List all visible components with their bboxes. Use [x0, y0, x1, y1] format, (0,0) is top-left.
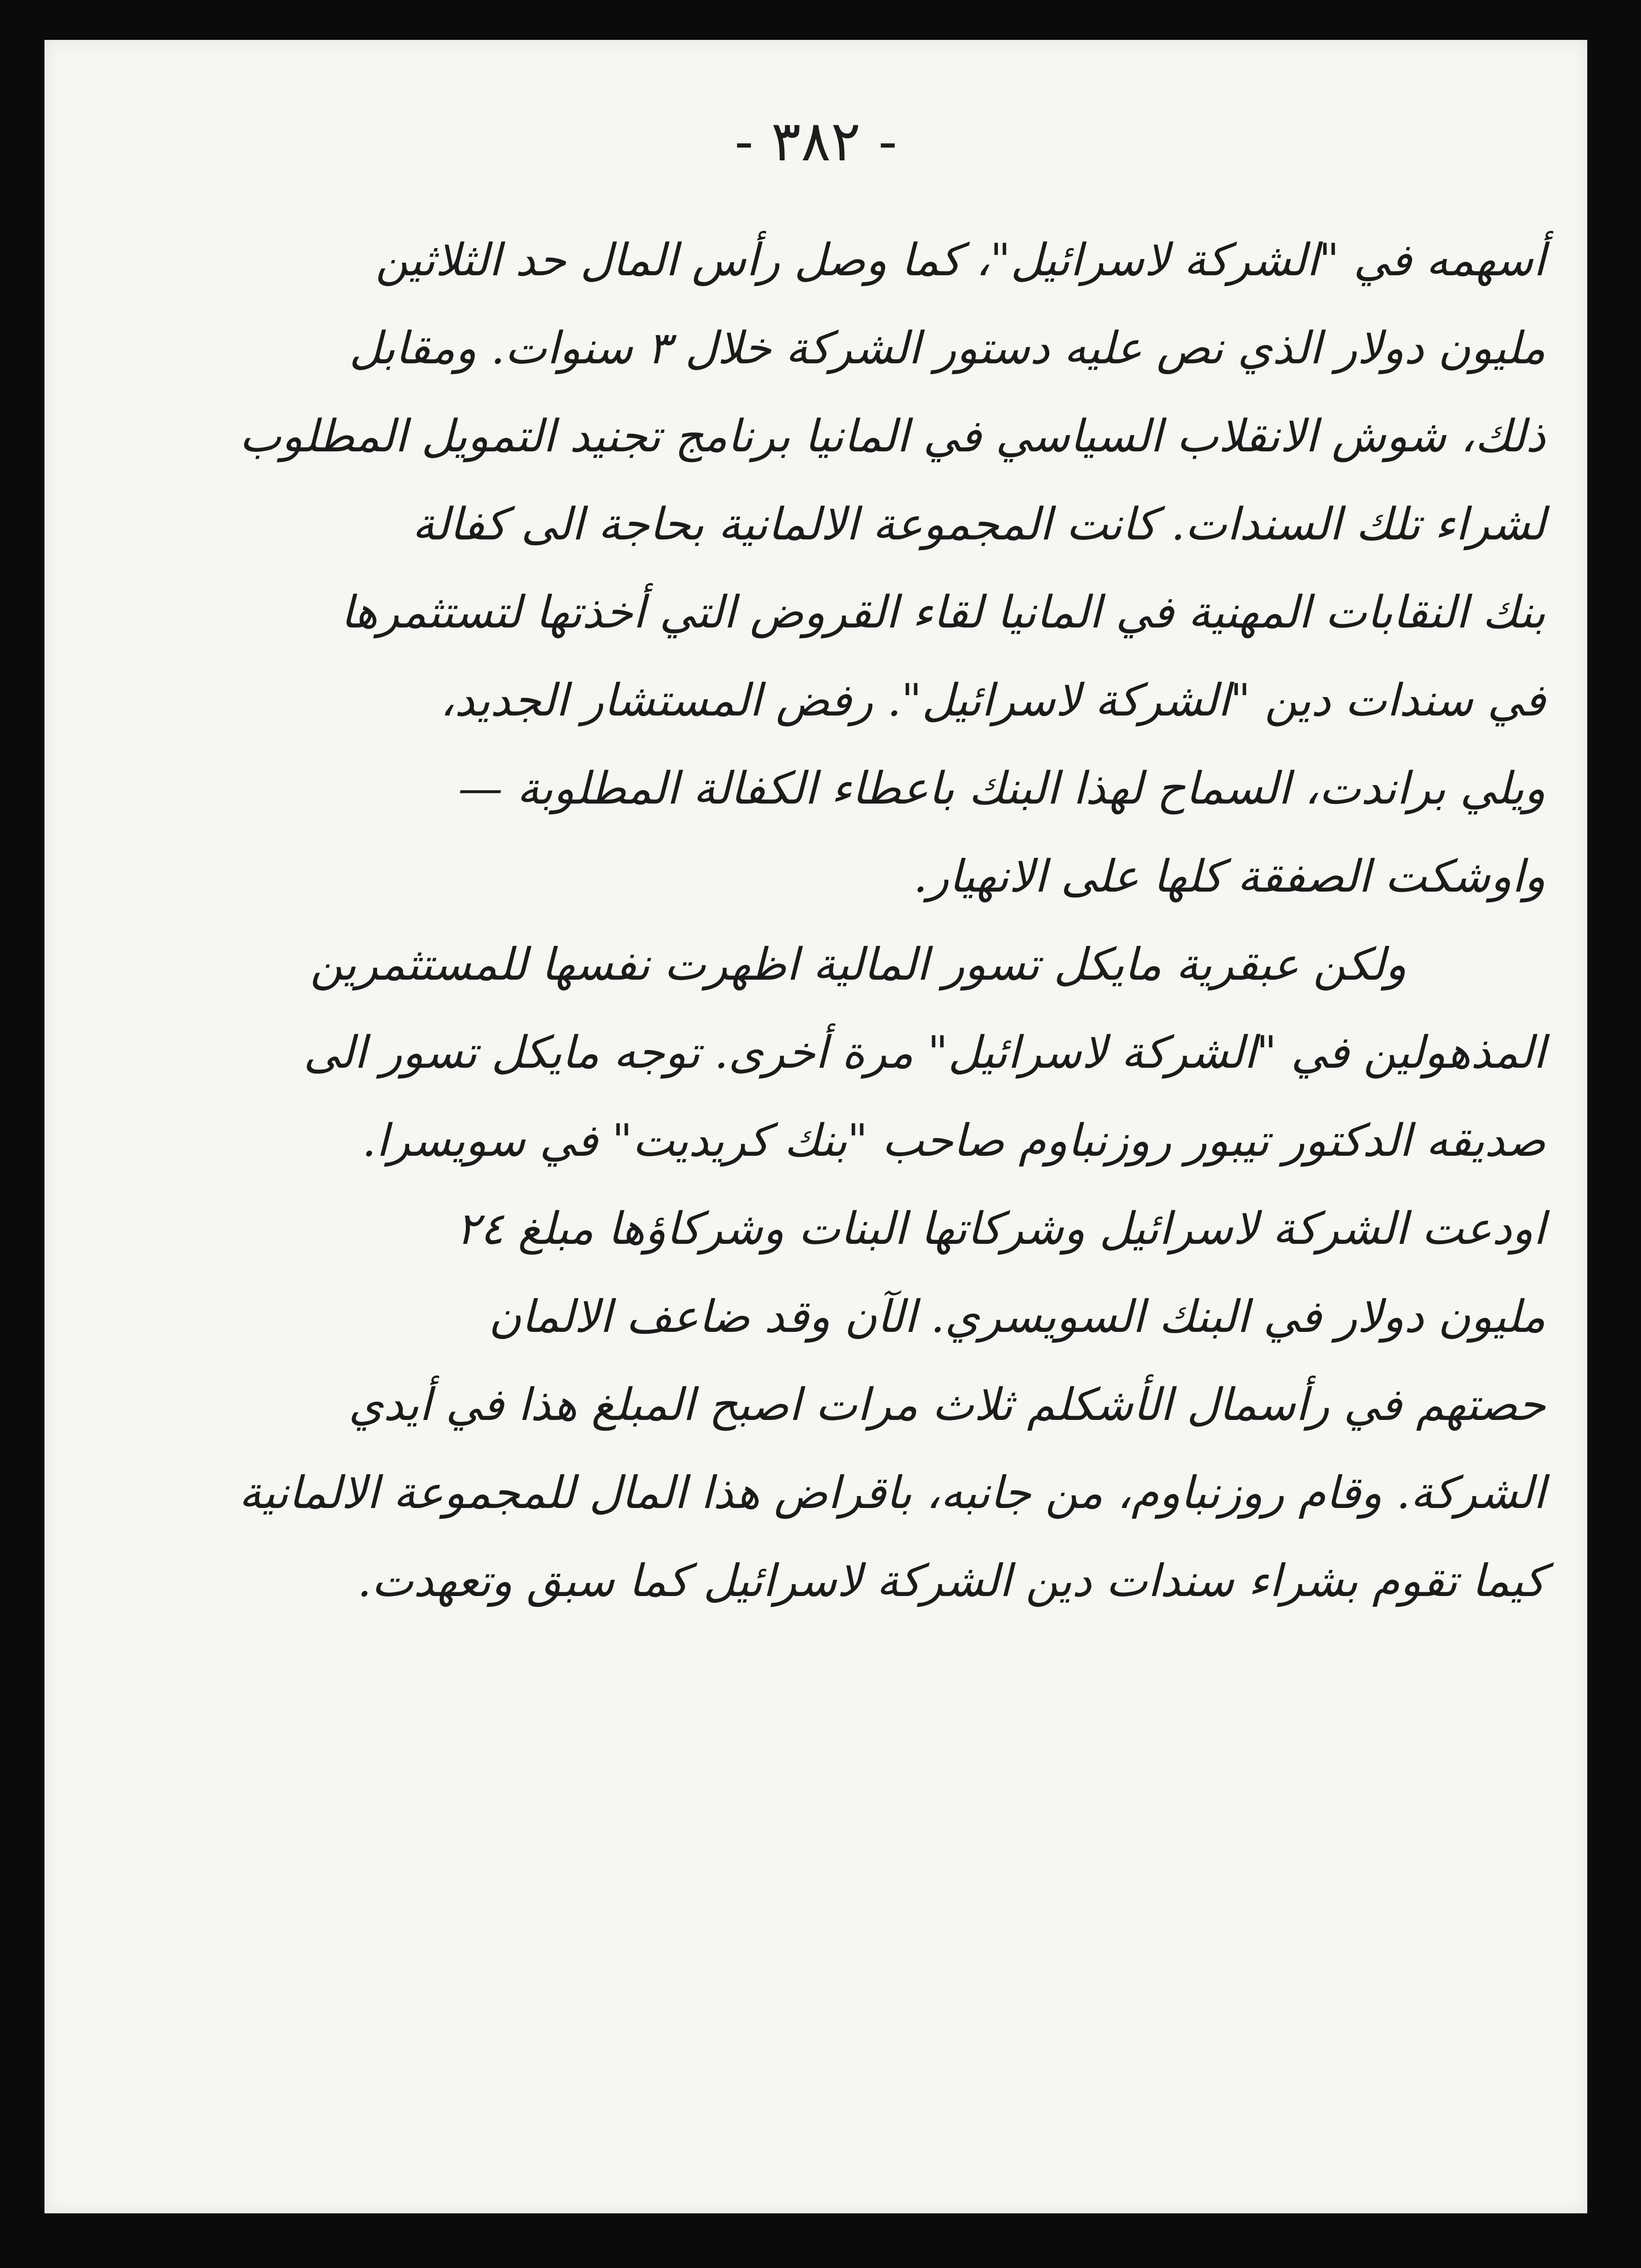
text-line: لشراء تلك السندات. كانت المجموعة الالمانية بحاجة الى كفالة [412, 498, 1546, 550]
text-line: صديقه الدكتور تيبور روزنباوم صاحب "بنك كريديت" في سويسرا. [362, 1115, 1546, 1166]
text-line: ولكن عبقرية مايكل تسور المالية اظهرت نفسها للمستثمرين [310, 938, 1407, 990]
text-line: ويلي براندت، السماح لهذا البنك باعطاء الكفالة المطلوبة — [458, 762, 1546, 814]
document-page [44, 40, 1587, 2213]
text-line: اودعت الشركة لاسرائيل وشركاتها البنات وشركاؤها مبلغ ٢٤ [456, 1203, 1546, 1254]
page-number: - ٣٨٢ - [734, 109, 897, 174]
text-line: مليون دولار الذي نص عليه دستور الشركة خلال ٣ سنوات. ومقابل [349, 322, 1546, 374]
handwritten-text-block [86, 216, 1546, 1625]
text-line: حصتهم في رأسمال الأشكلم ثلاث مرات اصبح المبلغ هذا في أيدي [348, 1379, 1546, 1431]
text-line: ذلك، شوش الانقلاب السياسي في المانيا برنامج تجنيد التمويل المطلوب [239, 410, 1546, 462]
text-line: المذهولين في "الشركة لاسرائيل" مرة أخرى. توجه مايكل تسور الى [303, 1026, 1546, 1078]
text-line: بنك النقابات المهنية في المانيا لقاء القروض التي أخذتها لتستثمرها [341, 586, 1546, 638]
text-line: أسهمه في "الشركة لاسرائيل"، كما وصل رأس المال حد الثلاثين [375, 234, 1546, 286]
text-line: واوشكت الصفقة كلها على الانهيار. [913, 850, 1546, 902]
text-line: كيما تقوم بشراء سندات دين الشركة لاسرائيل كما سبق وتعهدت. [357, 1555, 1546, 1607]
text-line: في سندات دين "الشركة لاسرائيل". رفض المستشار الجديد، [440, 674, 1546, 726]
text-line: مليون دولار في البنك السويسري. الآن وقد ضاعف الالمان [488, 1291, 1546, 1343]
text-line: الشركة. وقام روزنباوم، من جانبه، باقراض هذا المال للمجموعة الالمانية [239, 1467, 1546, 1519]
